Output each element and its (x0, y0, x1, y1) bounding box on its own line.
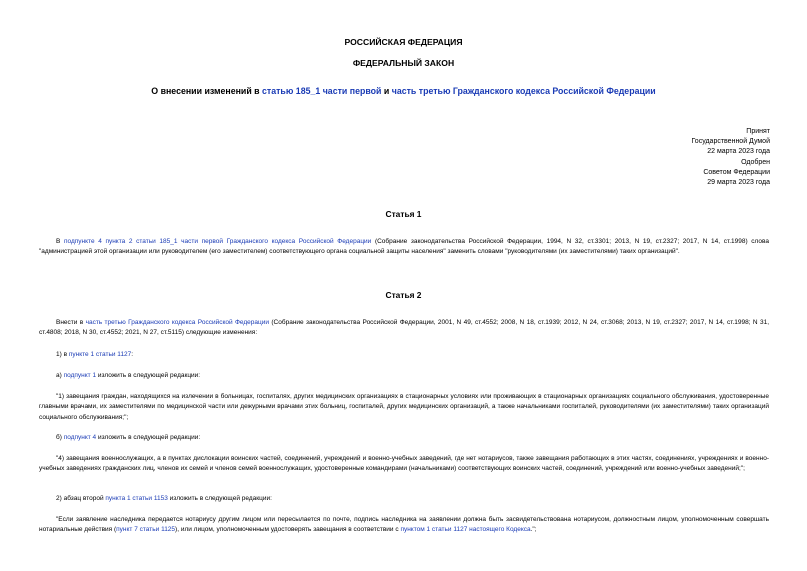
subitem-b (39, 433, 769, 443)
link-article-185-1[interactable]: статью 185_1 части первой (262, 86, 382, 96)
law-title-pre: О внесении изменений в (151, 86, 263, 96)
text: 2) абзац второй (56, 495, 106, 502)
text: а) (56, 372, 64, 379)
item-2 (39, 494, 769, 504)
adoption-line: 29 марта 2023 года (707, 179, 770, 187)
adoption-line: Принят (746, 128, 770, 135)
adoption-line: Государственной Думой (691, 138, 770, 146)
text: : (131, 351, 134, 358)
text: (Собрание законодательства Российской Федерации, 2001, N 49, ст.4552; 2008, N 18, ст.1939; 2012, N 24, ст.3068; 2013, N 19, ст.2327; 2017, N 14, ст.1998; N 31, ст.4808; 2018, N 30, ст.4552; 2021, N 27, ст.5115) следующие изменения: (39, 319, 770, 337)
item-1 (39, 350, 769, 360)
link-civil-code-part-three[interactable]: часть третью Гражданского кодекса Российской Федерации (391, 86, 656, 96)
text: 1) в (56, 351, 69, 358)
adoption-line: 22 марта 2023 года (707, 148, 770, 156)
text: ), или лицом, уполномоченным удостоверять завещания в соответствии с (175, 526, 401, 534)
law-title (0, 86, 807, 96)
subitem-b-text: "4) завещания военнослужащих, а в пунктах дислокации воинских частей, соединений, учреждений и военно-учебных заведений, где нет нотариусов, также завещания работающих в этих частях, соединениях, учреждениях и военно-учебных заведениях гражданских лиц, членов их семей и членов семей военнослужащих, удостоверенные командирами (начальниками) соответствующих воинских частей, соединений, учреждений или военно-учебных заведений;"; (39, 455, 769, 473)
text: (Собрание законодательства Российской Федерации, 1994, N 32, ст.3301; 2013, N 19, ст.2327; 2017, N 14, ст.1998) слова "администрацией этой организации или руководителем (его заместителем) соответствующего органа социальной защиты населения" заменить словами "руководителями (их заместителями) таких организаций". (39, 238, 769, 256)
article-1-heading: Статья 1 (385, 209, 422, 219)
text: Внести в (56, 319, 86, 326)
link-subitem-4-item-2-art-185-1[interactable]: подпункте 4 пункта 2 статьи 185_1 части первой Гражданского кодекса Российской Федерации (63, 238, 372, 245)
text: изложить в следующей редакции: (167, 495, 272, 502)
text: ."; (530, 526, 537, 534)
adoption-line: Одобрен (741, 158, 770, 166)
text: б) (56, 434, 64, 441)
text: "Если заявление наследника передается нотариусу другим лицом или пересылается по почте, подпись наследника на заявлении должна быть засвидетельствована нотариусом, должностным лицом, уполномоченным совершать нотариальные действия ( (39, 516, 769, 534)
subitem-a (39, 371, 769, 381)
link-item-7-art-1125[interactable]: пункт 7 статьи 1125 (116, 526, 176, 534)
link-item-1-art-1127[interactable]: пункте 1 статьи 1127 (68, 351, 132, 358)
link-item-1-art-1153[interactable]: пункта 1 статьи 1153 (105, 495, 168, 502)
article-2-heading: Статья 2 (385, 290, 422, 300)
link-civil-code-part-three[interactable]: часть третью Гражданского кодекса Российской Федерации (85, 319, 270, 326)
adoption-block (610, 127, 770, 188)
federation-heading: РОССИЙСКАЯ ФЕДЕРАЦИЯ (344, 37, 463, 47)
article-2-intro (39, 318, 769, 339)
article-1-paragraph (39, 237, 769, 258)
text: изложить в следующей редакции: (96, 372, 201, 379)
link-subitem-1[interactable]: подпункт 1 (63, 372, 97, 379)
law-title-mid: и (381, 86, 392, 96)
link-item-1-art-1127-code[interactable]: пунктом 1 статьи 1127 настоящего Кодекса (400, 526, 531, 534)
text: В (56, 238, 64, 245)
text: изложить в следующей редакции: (96, 434, 201, 441)
subitem-a-text: "1) завещания граждан, находящихся на излечении в больницах, госпиталях, других медицинских организациях в стационарных условиях или проживающих в стационарных организациях социального обслуживания, удостоверенные главными врачами, их заместителями по медицинской части или дежурными врачами этих больниц, госпиталей, других медицинских организаций, а также начальниками госпиталей, руководителями (их заместителями) таких организаций социального обслуживания;"; (39, 393, 769, 421)
link-subitem-4[interactable]: подпункт 4 (63, 434, 97, 441)
adoption-line: Советом Федерации (703, 168, 770, 176)
law-type-heading: ФЕДЕРАЛЬНЫЙ ЗАКОН (352, 58, 455, 68)
item-2-quote (39, 515, 769, 536)
